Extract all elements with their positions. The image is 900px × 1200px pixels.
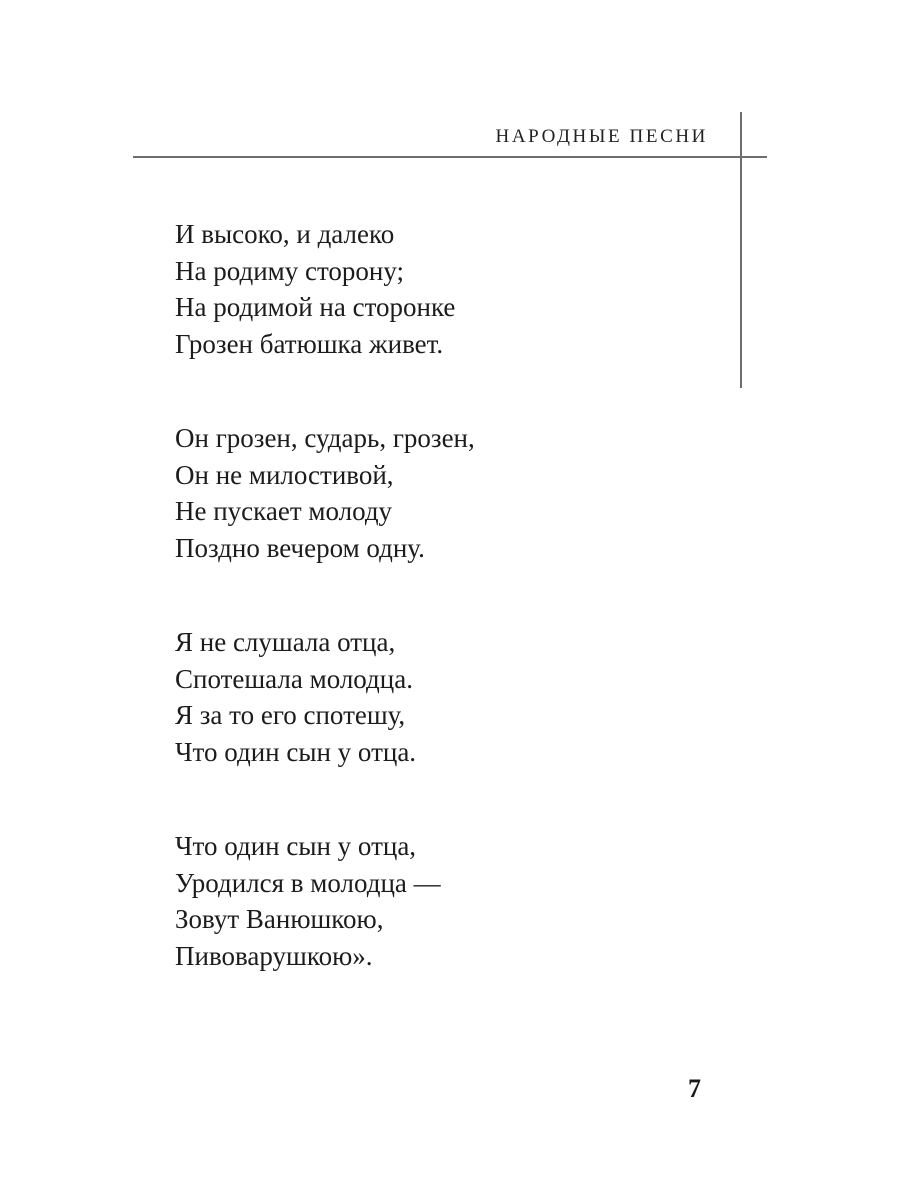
- poem-line: Поздно вечером одну.: [175, 532, 425, 563]
- poem-line: Я за то его спотешу,: [175, 700, 406, 730]
- poem-line: На родимой на сторонке: [175, 292, 456, 322]
- poem-line: Он грозен, сударь, грозен,: [175, 423, 475, 453]
- stanza-2: [175, 420, 735, 566]
- poem-line: Я не слушала отца,: [175, 627, 396, 657]
- poem-line: Зовут Ванюшкою,: [175, 904, 384, 934]
- stanza-4: [175, 828, 735, 974]
- header-rule-horizontal: [133, 156, 767, 158]
- poem-line: Уродился в молодца —: [175, 867, 441, 898]
- stanza-1: [175, 216, 735, 362]
- poem-line: Что один сын у отца,: [175, 831, 417, 861]
- poem-line: На родиму сторону;: [175, 255, 404, 286]
- poem-line: И высоко, и далеко: [175, 219, 395, 249]
- poem-line: Пивоварушкою».: [175, 940, 373, 971]
- page-number: 7: [688, 1074, 701, 1103]
- poem-line: Грозен батюшка живет.: [175, 328, 444, 359]
- poem-line: Что один сын у отца.: [175, 736, 417, 767]
- header-rule-vertical: [740, 112, 742, 388]
- poem-text: [175, 216, 735, 1032]
- poem-line: Спотешала молодца.: [175, 663, 413, 694]
- poem-line: Не пускает молоду: [175, 496, 393, 526]
- poem-line: Он не милостивой,: [175, 459, 394, 490]
- running-head: НАРОДНЫЕ ПЕСНИ: [495, 126, 708, 147]
- stanza-3: [175, 624, 735, 770]
